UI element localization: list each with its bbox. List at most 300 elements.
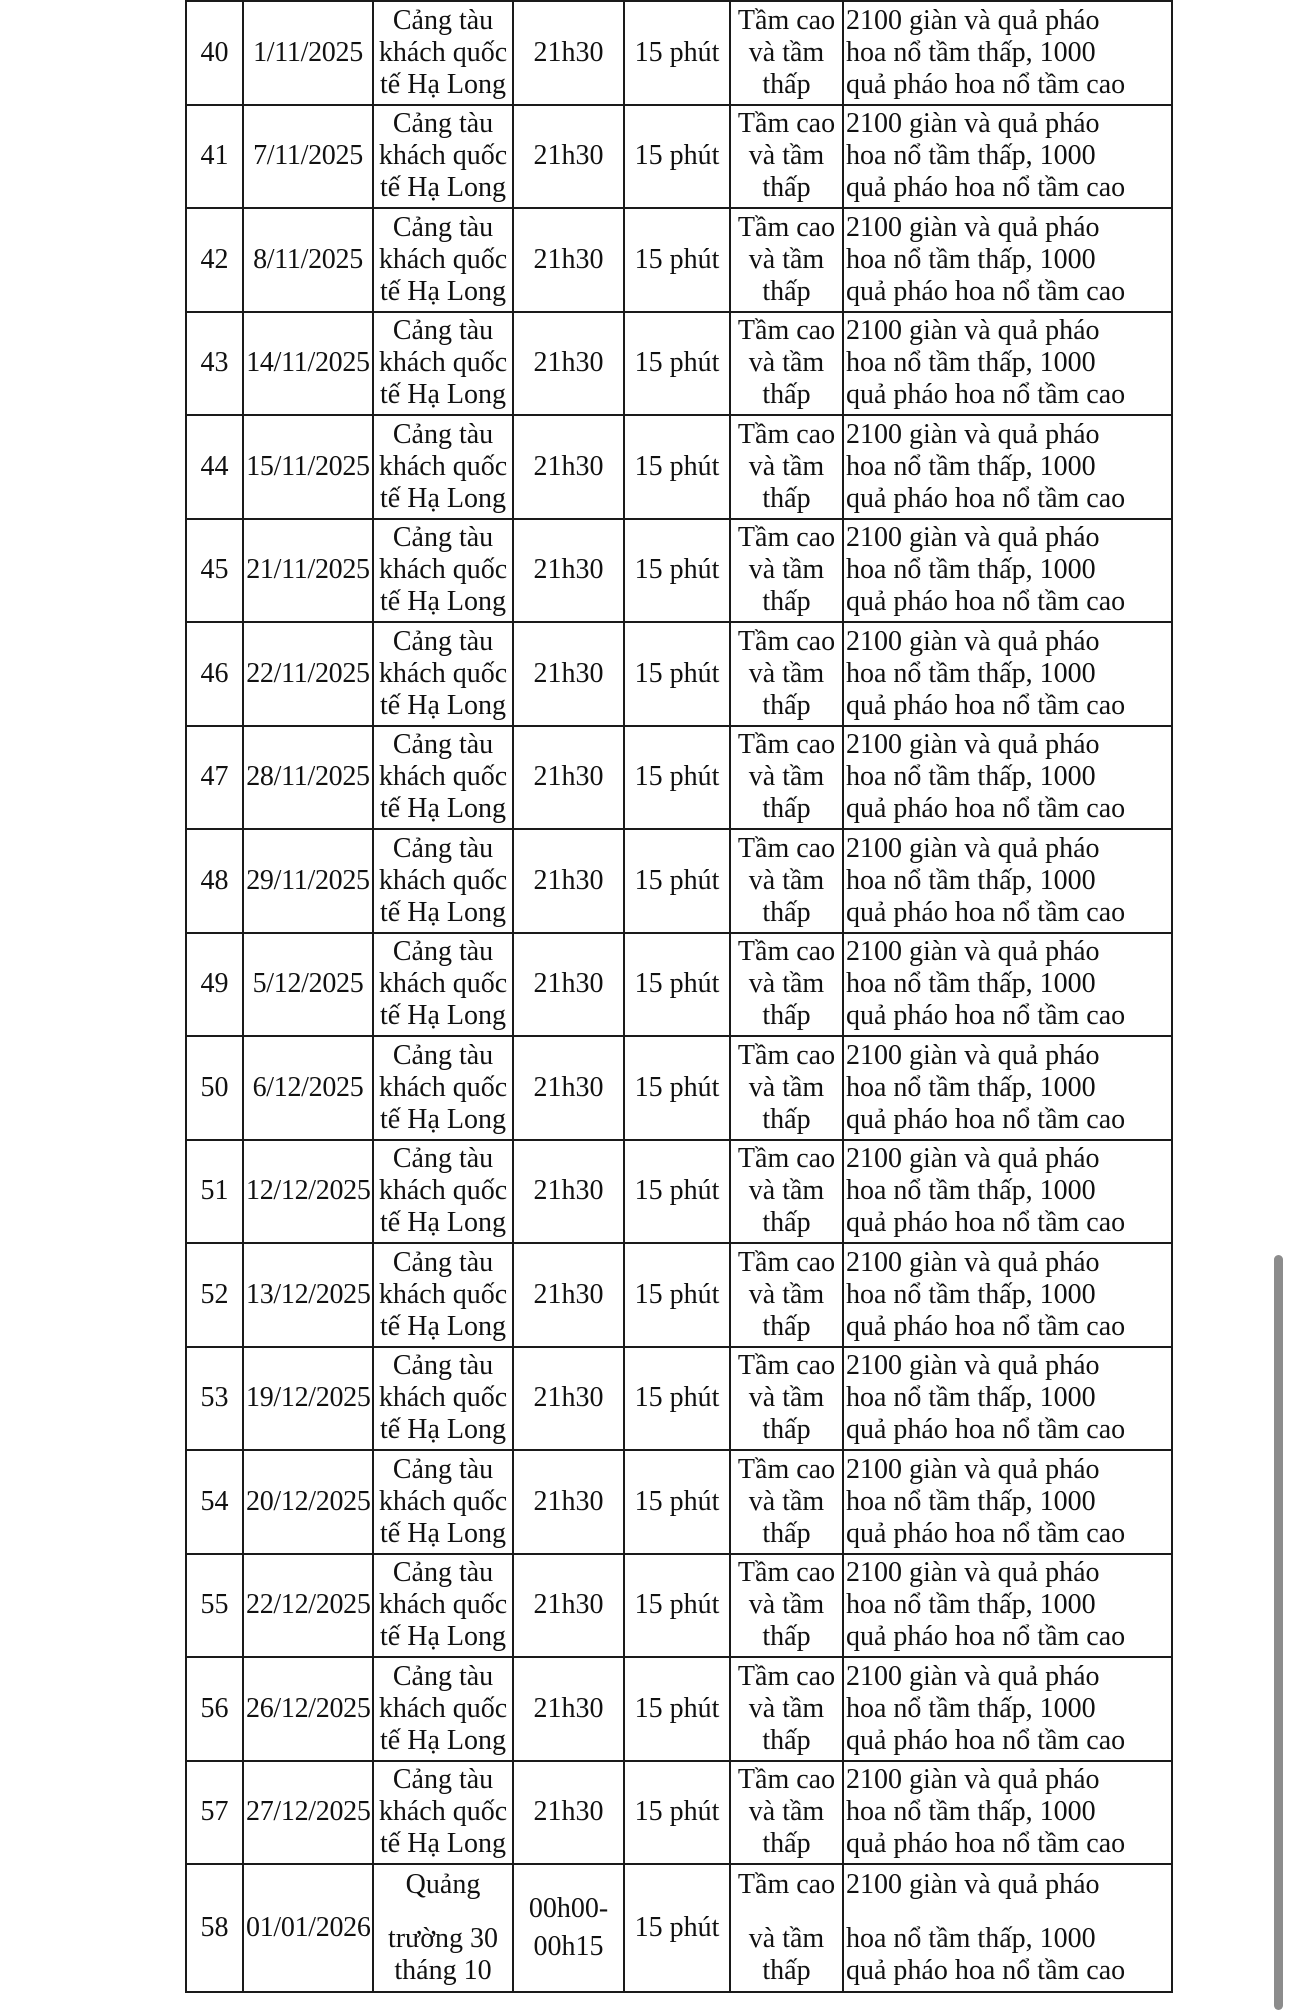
time-line: 21h30 bbox=[533, 1796, 604, 1828]
duration-cell: 15 phút bbox=[624, 1347, 730, 1451]
duration-cell: 15 phút bbox=[624, 519, 730, 623]
desc-line: quả pháo hoa nổ tầm cao bbox=[846, 1310, 1126, 1342]
desc-line: hoa nổ tầm thấp, 1000 bbox=[846, 864, 1096, 896]
height-line: và tầm bbox=[748, 1692, 825, 1724]
table-row bbox=[186, 105, 1172, 209]
loc-line: khách quốc bbox=[378, 1175, 508, 1207]
time-cell bbox=[513, 105, 624, 209]
height-line: và tầm bbox=[748, 1071, 825, 1103]
desc-line: hoa nổ tầm thấp, 1000 bbox=[846, 761, 1096, 793]
duration-cell: 15 phút bbox=[624, 1, 730, 105]
fireworks-description-cell bbox=[843, 1036, 1172, 1140]
duration-cell: 15 phút bbox=[624, 1657, 730, 1761]
date-cell: 26/12/2025 bbox=[243, 1657, 373, 1761]
table-row bbox=[186, 519, 1172, 623]
duration-cell: 15 phút bbox=[624, 1243, 730, 1347]
time-line: 21h30 bbox=[533, 968, 604, 1000]
height-line: Tầm cao bbox=[737, 1246, 836, 1278]
altitude-cell bbox=[730, 312, 843, 416]
desc-line: hoa nổ tầm thấp, 1000 bbox=[846, 1796, 1096, 1828]
height-line: thấp bbox=[762, 1517, 811, 1549]
height-line: và tầm bbox=[748, 1278, 825, 1310]
row-number-cell: 58 bbox=[186, 1864, 243, 1992]
table-row bbox=[186, 1657, 1172, 1761]
height-line: Tầm cao bbox=[737, 1557, 836, 1589]
height-line: thấp bbox=[762, 793, 811, 825]
location-cell bbox=[373, 519, 513, 623]
altitude-cell bbox=[730, 1554, 843, 1658]
loc-line: Cảng tàu bbox=[392, 1453, 494, 1485]
altitude-cell bbox=[730, 415, 843, 519]
height-line: và tầm bbox=[748, 243, 825, 275]
date-cell: 19/12/2025 bbox=[243, 1347, 373, 1451]
height-line: và tầm bbox=[748, 761, 825, 793]
loc-line: khách quốc bbox=[378, 761, 508, 793]
loc-line: khách quốc bbox=[378, 450, 508, 482]
fireworks-description-cell bbox=[843, 1864, 1172, 1992]
desc-line: hoa nổ tầm thấp, 1000 bbox=[846, 968, 1096, 1000]
duration-cell: 15 phút bbox=[624, 1450, 730, 1554]
desc-line: hoa nổ tầm thấp, 1000 bbox=[846, 1923, 1096, 1954]
table-row bbox=[186, 1, 1172, 105]
loc-line: Cảng tàu bbox=[392, 211, 494, 243]
altitude-cell bbox=[730, 1347, 843, 1451]
table-row bbox=[186, 933, 1172, 1037]
time-cell bbox=[513, 312, 624, 416]
table-row bbox=[186, 726, 1172, 830]
loc-line: Cảng tàu bbox=[392, 1350, 494, 1382]
height-line: thấp bbox=[762, 68, 811, 100]
loc-line: khách quốc bbox=[378, 864, 508, 896]
desc-line: quả pháo hoa nổ tầm cao bbox=[846, 482, 1126, 514]
altitude-cell bbox=[730, 1140, 843, 1244]
desc-line: 2100 giàn và quả pháo bbox=[846, 211, 1100, 243]
height-line: Tầm cao bbox=[737, 1350, 836, 1382]
desc-line: hoa nổ tầm thấp, 1000 bbox=[846, 1382, 1096, 1414]
date-cell: 20/12/2025 bbox=[243, 1450, 373, 1554]
desc-line: hoa nổ tầm thấp, 1000 bbox=[846, 554, 1096, 586]
row-number-cell: 54 bbox=[186, 1450, 243, 1554]
location-cell bbox=[373, 829, 513, 933]
row-number-cell: 51 bbox=[186, 1140, 243, 1244]
loc-line: tế Hạ Long bbox=[380, 1414, 506, 1446]
duration-cell: 15 phút bbox=[624, 105, 730, 209]
duration-cell: 15 phút bbox=[624, 208, 730, 312]
height-line: thấp bbox=[762, 1828, 811, 1860]
time-line: 21h30 bbox=[533, 140, 604, 172]
height-line: Tầm cao bbox=[737, 1143, 836, 1175]
height-line: và tầm bbox=[748, 1382, 825, 1414]
loc-line: khách quốc bbox=[378, 36, 508, 68]
loc-line: tế Hạ Long bbox=[380, 68, 506, 100]
height-line: thấp bbox=[762, 1724, 811, 1756]
loc-line: khách quốc bbox=[378, 243, 508, 275]
loc-line: tế Hạ Long bbox=[380, 1621, 506, 1653]
desc-line: quả pháo hoa nổ tầm cao bbox=[846, 172, 1126, 204]
desc-line: 2100 giàn và quả pháo bbox=[846, 4, 1100, 36]
altitude-cell bbox=[730, 1761, 843, 1865]
loc-line: Cảng tàu bbox=[392, 1143, 494, 1175]
height-line: Tầm cao bbox=[737, 1869, 836, 1900]
date-cell: 27/12/2025 bbox=[243, 1761, 373, 1865]
desc-line: quả pháo hoa nổ tầm cao bbox=[846, 1724, 1126, 1756]
loc-line: khách quốc bbox=[378, 140, 508, 172]
duration-cell: 15 phút bbox=[624, 312, 730, 416]
table-row bbox=[186, 1347, 1172, 1451]
loc-line: tế Hạ Long bbox=[380, 1310, 506, 1342]
desc-line: 2100 giàn và quả pháo bbox=[846, 1039, 1100, 1071]
fireworks-description-cell bbox=[843, 1450, 1172, 1554]
row-number-cell: 41 bbox=[186, 105, 243, 209]
duration-cell: 15 phút bbox=[624, 415, 730, 519]
height-line: và tầm bbox=[748, 1796, 825, 1828]
time-cell bbox=[513, 829, 624, 933]
table-row bbox=[186, 208, 1172, 312]
altitude-cell bbox=[730, 1243, 843, 1347]
height-line: Tầm cao bbox=[737, 522, 836, 554]
table-row bbox=[186, 829, 1172, 933]
height-line: và tầm bbox=[748, 450, 825, 482]
height-line: Tầm cao bbox=[737, 211, 836, 243]
time-line: 00h15 bbox=[533, 1931, 604, 1962]
height-line: Tầm cao bbox=[737, 1039, 836, 1071]
fireworks-description-cell bbox=[843, 1554, 1172, 1658]
loc-line: Cảng tàu bbox=[392, 108, 494, 140]
height-line: thấp bbox=[762, 275, 811, 307]
desc-line: 2100 giàn và quả pháo bbox=[846, 1143, 1100, 1175]
row-number-cell: 50 bbox=[186, 1036, 243, 1140]
time-cell bbox=[513, 622, 624, 726]
height-line: và tầm bbox=[748, 1923, 825, 1954]
height-line: thấp bbox=[762, 896, 811, 928]
desc-line: 2100 giàn và quả pháo bbox=[846, 1453, 1100, 1485]
loc-line: tế Hạ Long bbox=[380, 482, 506, 514]
altitude-cell bbox=[730, 1036, 843, 1140]
duration-cell: 15 phút bbox=[624, 933, 730, 1037]
loc-line: Cảng tàu bbox=[392, 1764, 494, 1796]
height-line: thấp bbox=[762, 1955, 811, 1986]
desc-line: 2100 giàn và quả pháo bbox=[846, 1246, 1100, 1278]
row-number-cell: 52 bbox=[186, 1243, 243, 1347]
loc-line: khách quốc bbox=[378, 1692, 508, 1724]
loc-line: tế Hạ Long bbox=[380, 793, 506, 825]
loc-line: Cảng tàu bbox=[392, 418, 494, 450]
row-number-cell: 40 bbox=[186, 1, 243, 105]
desc-line: quả pháo hoa nổ tầm cao bbox=[846, 275, 1126, 307]
altitude-cell bbox=[730, 933, 843, 1037]
date-cell: 5/12/2025 bbox=[243, 933, 373, 1037]
desc-line: quả pháo hoa nổ tầm cao bbox=[846, 896, 1126, 928]
desc-line: hoa nổ tầm thấp, 1000 bbox=[846, 347, 1096, 379]
loc-line: tế Hạ Long bbox=[380, 689, 506, 721]
desc-line: quả pháo hoa nổ tầm cao bbox=[846, 1103, 1126, 1135]
loc-line: Cảng tàu bbox=[392, 4, 494, 36]
time-cell bbox=[513, 1864, 624, 1992]
location-cell bbox=[373, 1657, 513, 1761]
row-number-cell: 45 bbox=[186, 519, 243, 623]
height-line: và tầm bbox=[748, 347, 825, 379]
time-cell bbox=[513, 1347, 624, 1451]
height-line: thấp bbox=[762, 172, 811, 204]
loc-line: khách quốc bbox=[378, 657, 508, 689]
row-number-cell: 55 bbox=[186, 1554, 243, 1658]
loc-line: Cảng tàu bbox=[392, 729, 494, 761]
table-row bbox=[186, 1554, 1172, 1658]
desc-line: 2100 giàn và quả pháo bbox=[846, 625, 1100, 657]
desc-line: hoa nổ tầm thấp, 1000 bbox=[846, 1692, 1096, 1724]
date-cell: 6/12/2025 bbox=[243, 1036, 373, 1140]
desc-line: quả pháo hoa nổ tầm cao bbox=[846, 379, 1126, 411]
loc-line: tế Hạ Long bbox=[380, 1000, 506, 1032]
vertical-scrollbar-thumb[interactable] bbox=[1274, 1255, 1283, 2010]
desc-line: 2100 giàn và quả pháo bbox=[846, 315, 1100, 347]
height-line: Tầm cao bbox=[737, 729, 836, 761]
desc-line: 2100 giàn và quả pháo bbox=[846, 522, 1100, 554]
loc-line: khách quốc bbox=[378, 1589, 508, 1621]
time-line: 21h30 bbox=[533, 1175, 604, 1207]
desc-line: quả pháo hoa nổ tầm cao bbox=[846, 1000, 1126, 1032]
fireworks-description-cell bbox=[843, 1761, 1172, 1865]
height-line: và tầm bbox=[748, 1175, 825, 1207]
desc-line: 2100 giàn và quả pháo bbox=[846, 1869, 1100, 1900]
row-number-cell: 44 bbox=[186, 415, 243, 519]
time-line: 21h30 bbox=[533, 554, 604, 586]
desc-line: hoa nổ tầm thấp, 1000 bbox=[846, 1175, 1096, 1207]
height-line: thấp bbox=[762, 586, 811, 618]
loc-line: Cảng tàu bbox=[392, 1557, 494, 1589]
time-line: 21h30 bbox=[533, 36, 604, 68]
time-cell bbox=[513, 208, 624, 312]
height-line: Tầm cao bbox=[737, 832, 836, 864]
table-row bbox=[186, 1036, 1172, 1140]
height-line: và tầm bbox=[748, 36, 825, 68]
height-line: thấp bbox=[762, 1414, 811, 1446]
date-cell: 29/11/2025 bbox=[243, 829, 373, 933]
desc-line: 2100 giàn và quả pháo bbox=[846, 832, 1100, 864]
location-cell bbox=[373, 208, 513, 312]
desc-line: 2100 giàn và quả pháo bbox=[846, 108, 1100, 140]
desc-line: quả pháo hoa nổ tầm cao bbox=[846, 1828, 1126, 1860]
location-cell bbox=[373, 1, 513, 105]
height-line: thấp bbox=[762, 379, 811, 411]
location-cell bbox=[373, 1243, 513, 1347]
time-line: 21h30 bbox=[533, 1589, 604, 1621]
duration-cell: 15 phút bbox=[624, 1761, 730, 1865]
altitude-cell bbox=[730, 519, 843, 623]
time-line: 21h30 bbox=[533, 347, 604, 379]
loc-line: Quảng bbox=[405, 1869, 481, 1900]
desc-line: quả pháo hoa nổ tầm cao bbox=[846, 1414, 1126, 1446]
fireworks-description-cell bbox=[843, 105, 1172, 209]
loc-line: Cảng tàu bbox=[392, 625, 494, 657]
date-cell: 1/11/2025 bbox=[243, 1, 373, 105]
height-line: Tầm cao bbox=[737, 936, 836, 968]
height-line: Tầm cao bbox=[737, 418, 836, 450]
time-line: 00h00- bbox=[528, 1893, 609, 1924]
duration-cell: 15 phút bbox=[624, 622, 730, 726]
fireworks-description-cell bbox=[843, 312, 1172, 416]
desc-line: 2100 giàn và quả pháo bbox=[846, 936, 1100, 968]
fireworks-description-cell bbox=[843, 208, 1172, 312]
location-cell bbox=[373, 726, 513, 830]
loc-line: khách quốc bbox=[378, 1071, 508, 1103]
table-row bbox=[186, 1864, 1172, 1992]
time-cell bbox=[513, 1761, 624, 1865]
location-cell bbox=[373, 1347, 513, 1451]
location-cell bbox=[373, 1864, 513, 1992]
loc-line: Cảng tàu bbox=[392, 315, 494, 347]
loc-line: tế Hạ Long bbox=[380, 1517, 506, 1549]
fireworks-description-cell bbox=[843, 1, 1172, 105]
duration-cell: 15 phút bbox=[624, 1864, 730, 1992]
fireworks-schedule-table bbox=[185, 0, 1173, 1993]
desc-line: 2100 giàn và quả pháo bbox=[846, 1764, 1100, 1796]
height-line: Tầm cao bbox=[737, 625, 836, 657]
height-line: và tầm bbox=[748, 1485, 825, 1517]
altitude-cell bbox=[730, 105, 843, 209]
loc-line: khách quốc bbox=[378, 1382, 508, 1414]
row-number-cell: 49 bbox=[186, 933, 243, 1037]
date-cell: 22/11/2025 bbox=[243, 622, 373, 726]
loc-line: Cảng tàu bbox=[392, 832, 494, 864]
altitude-cell bbox=[730, 1864, 843, 1992]
table-row bbox=[186, 415, 1172, 519]
height-line: thấp bbox=[762, 1207, 811, 1239]
height-line: và tầm bbox=[748, 1589, 825, 1621]
loc-line: tế Hạ Long bbox=[380, 379, 506, 411]
altitude-cell bbox=[730, 829, 843, 933]
loc-line: tế Hạ Long bbox=[380, 1724, 506, 1756]
loc-line: tế Hạ Long bbox=[380, 1828, 506, 1860]
height-line: Tầm cao bbox=[737, 1764, 836, 1796]
desc-line: hoa nổ tầm thấp, 1000 bbox=[846, 1485, 1096, 1517]
altitude-cell bbox=[730, 1657, 843, 1761]
altitude-cell bbox=[730, 208, 843, 312]
height-line: thấp bbox=[762, 1000, 811, 1032]
height-line: Tầm cao bbox=[737, 315, 836, 347]
time-line: 21h30 bbox=[533, 450, 604, 482]
altitude-cell bbox=[730, 622, 843, 726]
height-line: Tầm cao bbox=[737, 108, 836, 140]
altitude-cell bbox=[730, 1450, 843, 1554]
desc-line: 2100 giàn và quả pháo bbox=[846, 1350, 1100, 1382]
desc-line: hoa nổ tầm thấp, 1000 bbox=[846, 1071, 1096, 1103]
date-cell: 7/11/2025 bbox=[243, 105, 373, 209]
loc-line: khách quốc bbox=[378, 968, 508, 1000]
duration-cell: 15 phút bbox=[624, 1554, 730, 1658]
desc-line: 2100 giàn và quả pháo bbox=[846, 729, 1100, 761]
loc-line: khách quốc bbox=[378, 347, 508, 379]
time-cell bbox=[513, 1243, 624, 1347]
loc-line: tế Hạ Long bbox=[380, 275, 506, 307]
desc-line: hoa nổ tầm thấp, 1000 bbox=[846, 1278, 1096, 1310]
time-cell bbox=[513, 726, 624, 830]
location-cell bbox=[373, 933, 513, 1037]
loc-line: trường 30 bbox=[387, 1923, 499, 1954]
height-line: và tầm bbox=[748, 864, 825, 896]
location-cell bbox=[373, 1554, 513, 1658]
desc-line: quả pháo hoa nổ tầm cao bbox=[846, 793, 1126, 825]
height-line: và tầm bbox=[748, 968, 825, 1000]
loc-line: khách quốc bbox=[378, 1485, 508, 1517]
loc-line: khách quốc bbox=[378, 1796, 508, 1828]
loc-line: tế Hạ Long bbox=[380, 896, 506, 928]
desc-line: 2100 giàn và quả pháo bbox=[846, 1660, 1100, 1692]
fireworks-description-cell bbox=[843, 1243, 1172, 1347]
desc-line: hoa nổ tầm thấp, 1000 bbox=[846, 1589, 1096, 1621]
desc-line: quả pháo hoa nổ tầm cao bbox=[846, 1955, 1126, 1986]
table-row bbox=[186, 1140, 1172, 1244]
fireworks-description-cell bbox=[843, 519, 1172, 623]
height-line: và tầm bbox=[748, 554, 825, 586]
height-line: thấp bbox=[762, 482, 811, 514]
time-line: 21h30 bbox=[533, 761, 604, 793]
date-cell: 21/11/2025 bbox=[243, 519, 373, 623]
row-number-cell: 56 bbox=[186, 1657, 243, 1761]
time-cell bbox=[513, 1657, 624, 1761]
loc-line: Cảng tàu bbox=[392, 936, 494, 968]
loc-line: khách quốc bbox=[378, 554, 508, 586]
desc-line: hoa nổ tầm thấp, 1000 bbox=[846, 140, 1096, 172]
time-line: 21h30 bbox=[533, 1485, 604, 1517]
time-cell bbox=[513, 933, 624, 1037]
height-line: và tầm bbox=[748, 140, 825, 172]
location-cell bbox=[373, 1036, 513, 1140]
altitude-cell bbox=[730, 1, 843, 105]
fireworks-description-cell bbox=[843, 415, 1172, 519]
location-cell bbox=[373, 415, 513, 519]
loc-line: Cảng tàu bbox=[392, 522, 494, 554]
desc-line: hoa nổ tầm thấp, 1000 bbox=[846, 36, 1096, 68]
fireworks-description-cell bbox=[843, 726, 1172, 830]
height-line: Tầm cao bbox=[737, 1453, 836, 1485]
date-cell: 13/12/2025 bbox=[243, 1243, 373, 1347]
date-cell: 01/01/2026 bbox=[243, 1864, 373, 1992]
desc-line: 2100 giàn và quả pháo bbox=[846, 418, 1100, 450]
date-cell: 22/12/2025 bbox=[243, 1554, 373, 1658]
altitude-cell bbox=[730, 726, 843, 830]
row-number-cell: 48 bbox=[186, 829, 243, 933]
table-row bbox=[186, 1243, 1172, 1347]
loc-line: tế Hạ Long bbox=[380, 1207, 506, 1239]
desc-line: quả pháo hoa nổ tầm cao bbox=[846, 689, 1126, 721]
location-cell bbox=[373, 105, 513, 209]
duration-cell: 15 phút bbox=[624, 1140, 730, 1244]
loc-line: Cảng tàu bbox=[392, 1246, 494, 1278]
row-number-cell: 53 bbox=[186, 1347, 243, 1451]
time-cell bbox=[513, 1450, 624, 1554]
time-cell bbox=[513, 1, 624, 105]
duration-cell: 15 phút bbox=[624, 1036, 730, 1140]
location-cell bbox=[373, 1140, 513, 1244]
location-cell bbox=[373, 1761, 513, 1865]
duration-cell: 15 phút bbox=[624, 829, 730, 933]
date-cell: 28/11/2025 bbox=[243, 726, 373, 830]
schedule-body bbox=[186, 1, 1172, 1992]
height-line: Tầm cao bbox=[737, 4, 836, 36]
desc-line: hoa nổ tầm thấp, 1000 bbox=[846, 243, 1096, 275]
desc-line: hoa nổ tầm thấp, 1000 bbox=[846, 450, 1096, 482]
table-row bbox=[186, 312, 1172, 416]
table-row bbox=[186, 622, 1172, 726]
time-cell bbox=[513, 1554, 624, 1658]
desc-line: quả pháo hoa nổ tầm cao bbox=[846, 586, 1126, 618]
loc-line: khách quốc bbox=[378, 1278, 508, 1310]
location-cell bbox=[373, 1450, 513, 1554]
time-line: 21h30 bbox=[533, 864, 604, 896]
fireworks-description-cell bbox=[843, 829, 1172, 933]
row-number-cell: 57 bbox=[186, 1761, 243, 1865]
